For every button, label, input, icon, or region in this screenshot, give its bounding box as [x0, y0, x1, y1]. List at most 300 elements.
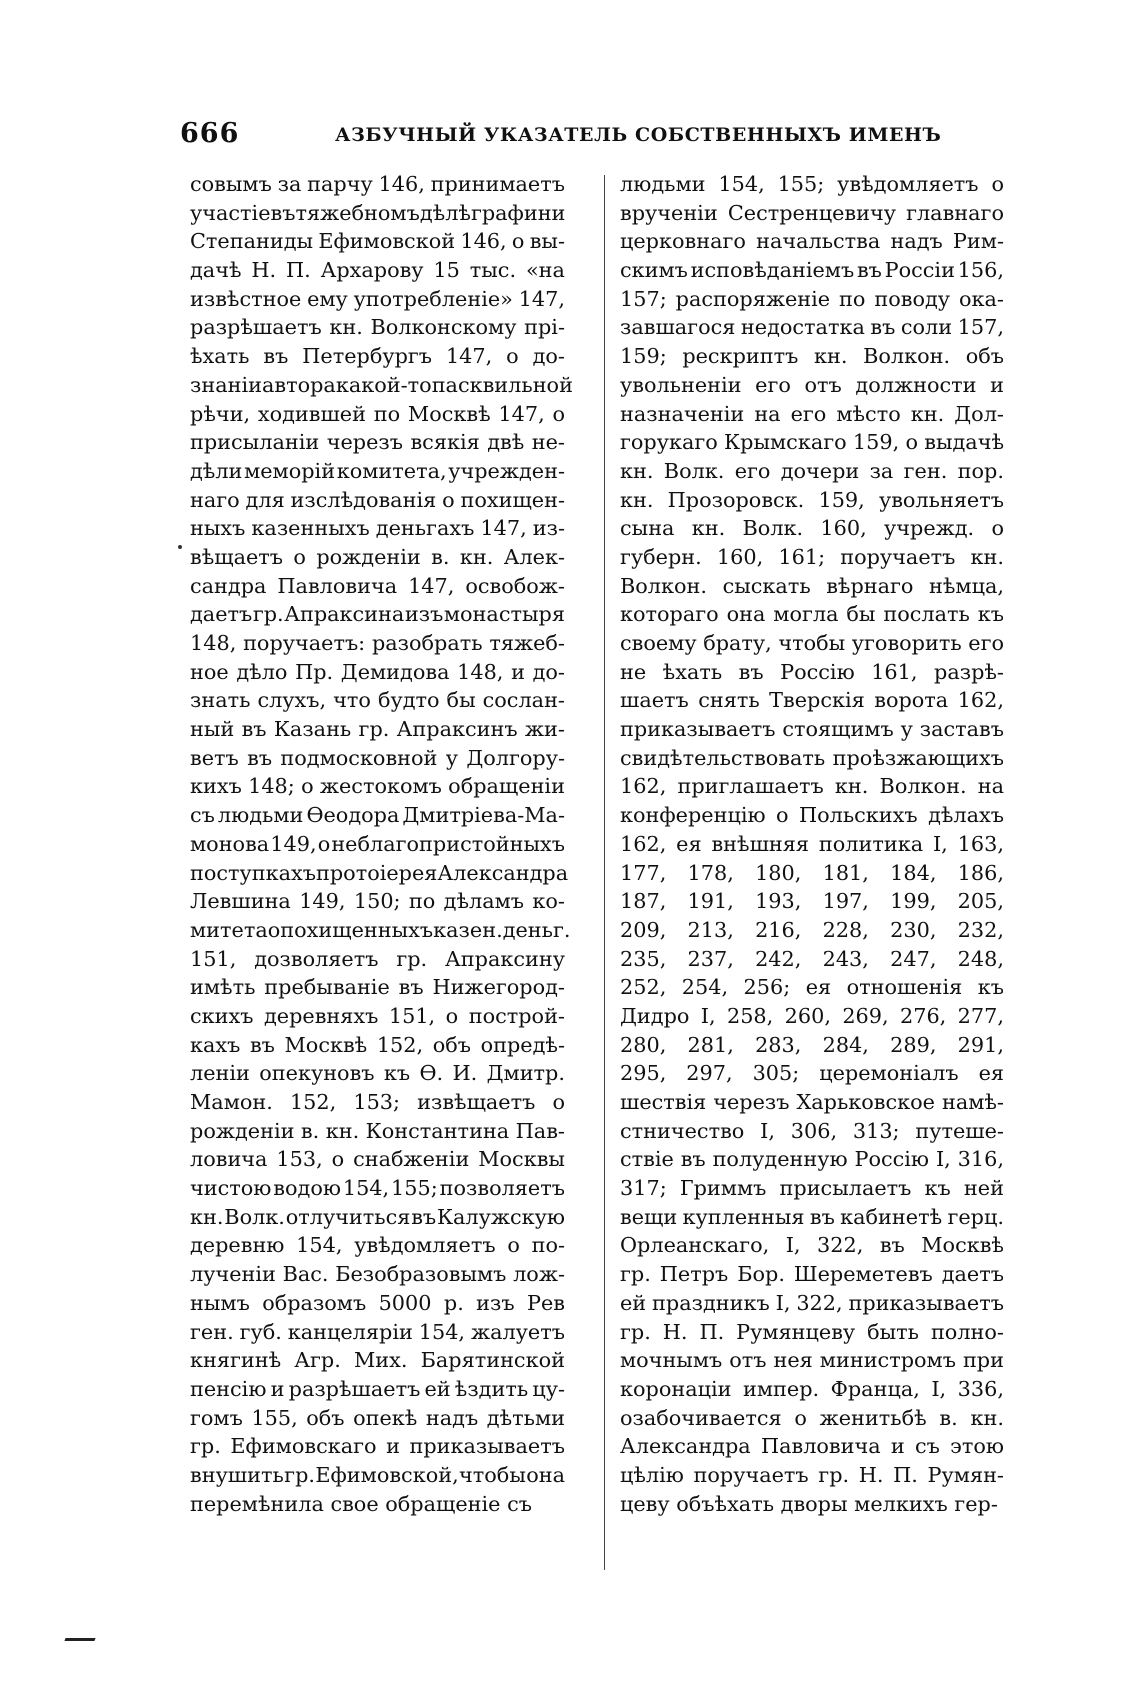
word: коронаціи: [620, 1376, 732, 1401]
word: 313;: [852, 1118, 900, 1143]
text-line: [190, 1404, 565, 1433]
word: деревню: [190, 1233, 285, 1258]
text-line: [190, 285, 565, 314]
word: о: [794, 1405, 807, 1430]
word: 161;: [778, 544, 826, 569]
word: Румянцеву: [736, 1319, 856, 1344]
word: 269,: [842, 1003, 889, 1028]
text-line: [190, 600, 565, 629]
word: 297,: [686, 1061, 733, 1086]
word: Ѳ.: [419, 1061, 444, 1086]
text-line: [620, 1002, 1004, 1031]
word: ныхъ: [190, 516, 246, 541]
word: 163,: [957, 831, 1004, 856]
word: исповѣданіемъ: [690, 258, 855, 283]
text-line: [190, 1490, 565, 1519]
word: поручаетъ:: [243, 631, 366, 655]
text-line: [190, 916, 571, 945]
word: 152,: [376, 1032, 424, 1057]
word: 178,: [687, 860, 734, 885]
word: съ: [507, 1491, 532, 1516]
text-line: [190, 543, 565, 572]
word: кн.: [329, 315, 363, 340]
word: в.: [939, 1405, 958, 1430]
text-line: [620, 973, 1004, 1002]
word: Архарову: [320, 258, 424, 283]
word: по-: [531, 1233, 565, 1258]
word: 242,: [755, 946, 802, 971]
word: Гриммъ: [679, 1176, 767, 1201]
word: его: [968, 631, 1004, 655]
word: рескриптъ: [682, 344, 799, 369]
word: пенсію: [190, 1376, 267, 1401]
text-line: [190, 1432, 565, 1461]
word: ѣхать: [190, 344, 250, 369]
word: 15: [433, 258, 460, 283]
word: по: [373, 401, 401, 426]
word: 289,: [890, 1032, 937, 1057]
word: освобож-: [465, 573, 565, 598]
word: опредѣ-: [480, 1032, 565, 1057]
text-line: [620, 572, 1004, 601]
word: объ: [432, 1032, 471, 1057]
word: конференцію: [620, 803, 766, 828]
word: 148;: [248, 774, 295, 799]
word: о: [776, 803, 789, 828]
word: мѣсто: [836, 401, 901, 426]
text-line: [190, 256, 565, 285]
word: протоіерея: [316, 860, 438, 885]
page-number: 666: [180, 118, 240, 149]
word: 284,: [822, 1032, 869, 1057]
word: приказываетъ: [620, 717, 776, 742]
text-line: [620, 945, 1004, 974]
word: лож-: [513, 1262, 565, 1287]
word: она: [526, 1462, 565, 1487]
word: Ефимовской,: [315, 1462, 459, 1487]
word: недостатка: [740, 315, 865, 340]
word: будто: [377, 688, 440, 713]
word: 147,: [480, 516, 527, 541]
word: 184,: [890, 860, 937, 885]
text-line: [620, 629, 1004, 658]
word: полуденную: [712, 1147, 848, 1172]
word: поручаетъ: [693, 1462, 809, 1487]
word: этою: [950, 1434, 1004, 1459]
word: въ: [680, 1147, 706, 1172]
word: в.: [431, 544, 450, 569]
word: шествія: [620, 1090, 707, 1114]
word: въ: [411, 1204, 437, 1229]
word: 161,: [871, 659, 918, 684]
word: и: [386, 1434, 400, 1459]
word: для: [245, 487, 285, 512]
word: главнаго: [906, 200, 1004, 225]
word: Волкон.: [879, 774, 967, 799]
word: 295,: [620, 1061, 667, 1086]
word: комитета,: [336, 458, 447, 483]
word: присылаетъ: [779, 1176, 912, 1201]
word: Ѳеодора: [306, 803, 400, 828]
word: разрѣ-: [934, 659, 1004, 684]
text-line: [620, 1088, 1004, 1117]
word: путеше-: [915, 1118, 1004, 1143]
word: 281,: [687, 1032, 734, 1057]
word: гр.: [396, 946, 428, 971]
word: нымъ: [190, 1290, 250, 1315]
margin-dot: [178, 545, 182, 549]
word: изслѣдованія: [290, 487, 437, 512]
word: горукаго: [620, 430, 718, 455]
word: 186,: [957, 860, 1004, 885]
word: сослан-: [482, 688, 565, 713]
word: къ: [977, 975, 1004, 1000]
word: отъ: [729, 1348, 767, 1373]
word: бы: [446, 688, 476, 713]
text-line: [190, 1461, 565, 1490]
word: дѣлахъ: [928, 803, 1004, 828]
word: 157;: [620, 286, 667, 311]
word: 160,: [820, 516, 867, 541]
word: церковнаго: [620, 229, 746, 254]
word: обращеніи: [448, 774, 565, 799]
word: пор.: [957, 458, 1004, 483]
word: 154,: [718, 172, 765, 196]
word: чтобы: [459, 1462, 526, 1487]
word: Павловича: [277, 573, 398, 598]
text-line: [620, 285, 1004, 314]
word: Тверскія: [769, 688, 865, 713]
word: на: [754, 401, 781, 426]
text-line: [620, 486, 1004, 515]
word: рожденіи: [316, 544, 421, 569]
word: 146,: [378, 172, 425, 196]
text-line: [620, 1289, 1004, 1318]
word: кн.: [691, 516, 726, 541]
word: Барятинской: [420, 1348, 565, 1373]
text-line: [190, 1145, 565, 1174]
word: она: [726, 602, 766, 627]
word: гр.: [620, 1319, 651, 1344]
word: Н.: [251, 258, 277, 283]
word: мочнымъ: [620, 1348, 723, 1373]
text-line: [620, 1145, 1004, 1174]
word: брату,: [703, 631, 772, 655]
word: внушить: [190, 1462, 284, 1487]
text-line: [620, 1231, 1004, 1260]
text-line: [190, 945, 565, 974]
word: 162,: [620, 831, 667, 856]
word: извѣстное: [190, 286, 302, 311]
word: сына: [620, 516, 675, 541]
text-line: [190, 973, 565, 1002]
text-line: [190, 1346, 565, 1375]
word: приглашаетъ: [677, 774, 824, 799]
text-line: [620, 400, 1004, 429]
word: Мамон.: [190, 1090, 273, 1114]
text-line: [190, 887, 565, 916]
word: женитьбѣ: [819, 1405, 927, 1430]
word: Прозоровск.: [667, 487, 805, 512]
text-line: [620, 1174, 1004, 1203]
word: сыскать: [722, 573, 811, 598]
word: его: [790, 401, 827, 426]
word: 149,: [270, 831, 317, 856]
text-line: [190, 572, 565, 601]
word: завшагося: [620, 315, 736, 340]
text-line: [190, 1318, 565, 1347]
word: 305;: [752, 1061, 800, 1086]
text-line: [620, 1031, 1004, 1060]
word: съ: [915, 1434, 940, 1459]
word: чтобы: [778, 631, 846, 655]
word: «на: [525, 258, 565, 283]
word: 151,: [190, 946, 237, 971]
word: надъ: [890, 229, 943, 254]
word: 209,: [620, 917, 667, 942]
word: что: [333, 688, 371, 713]
word: 213,: [687, 917, 734, 942]
word: и: [511, 659, 525, 684]
word: ходившей: [257, 401, 366, 426]
word: озабочивается: [620, 1405, 782, 1430]
word: объ: [306, 1405, 345, 1430]
word: тыс.: [469, 258, 517, 283]
word: меморій: [244, 458, 336, 483]
word: ока-: [959, 286, 1004, 311]
word: 197,: [822, 889, 869, 914]
word: ѣздить: [454, 1376, 529, 1401]
text-line: [620, 744, 1004, 773]
word: монова: [190, 831, 270, 856]
word: деньгахъ: [375, 516, 475, 541]
left-column: [190, 170, 573, 1518]
word: Волк.: [663, 458, 725, 483]
word: 277,: [957, 1003, 1004, 1028]
word: Польскихъ: [798, 803, 918, 828]
word: 159;: [620, 344, 667, 369]
word: 154,: [296, 1233, 343, 1258]
word: Ефимовской: [318, 229, 456, 254]
word: начальства: [756, 229, 881, 254]
word: неблагопристойныхъ: [331, 831, 565, 856]
word: о: [301, 774, 314, 799]
word: кн.: [970, 1405, 1004, 1430]
word: въ: [247, 745, 273, 770]
word: автора: [261, 372, 336, 397]
word: 247,: [890, 946, 937, 971]
word: дворы: [780, 1491, 855, 1516]
word: вѣщаетъ: [190, 544, 284, 569]
word: 248,: [957, 946, 1004, 971]
word: и: [890, 1434, 905, 1459]
column-divider: [604, 175, 605, 1570]
word: о: [552, 401, 565, 426]
word: Москвѣ: [407, 401, 491, 426]
text-line: [620, 199, 1004, 228]
word: поступкахъ: [190, 860, 316, 885]
word: праздникъ: [652, 1290, 770, 1315]
word: 148,: [190, 631, 237, 655]
text-line: [620, 1059, 1004, 1088]
word: котораго: [620, 602, 719, 627]
word: Левшина: [190, 889, 291, 914]
word: Дмитр.: [486, 1061, 565, 1086]
word: обращеніе: [385, 1491, 508, 1516]
word: проѣзжающихъ: [832, 745, 1004, 770]
word: похищен-: [460, 487, 565, 512]
word: деньг.: [502, 917, 571, 942]
word: дачѣ: [190, 258, 242, 283]
word: ко-: [532, 889, 565, 914]
text-line: [620, 256, 1004, 285]
word: 205,: [957, 889, 1004, 914]
word: ему: [307, 286, 348, 311]
text-line: [620, 514, 1004, 543]
word: черезъ: [326, 430, 403, 455]
word: гр.: [252, 602, 284, 627]
word: 160,: [716, 544, 764, 569]
word: Рев: [526, 1290, 565, 1315]
word: въ: [870, 315, 896, 340]
word: и: [270, 1376, 285, 1401]
word: 147,: [498, 401, 545, 426]
text-line: [620, 715, 1004, 744]
word: увѣдомляетъ: [354, 1233, 496, 1258]
word: кн.: [459, 544, 494, 569]
word: даетъ: [941, 1262, 1004, 1287]
word: отлучиться: [285, 1204, 411, 1229]
word: цѣлію: [620, 1462, 684, 1487]
word: 146,: [460, 229, 507, 254]
word: рѣчи,: [190, 401, 251, 426]
text-line: [190, 457, 565, 486]
word: Калужскую: [436, 1204, 565, 1229]
word: о: [331, 1147, 345, 1172]
word: Франца,: [830, 1376, 920, 1401]
word: 147,: [445, 344, 493, 369]
word: 193,: [755, 889, 802, 914]
word: снять: [698, 688, 760, 713]
word: кн.: [813, 344, 848, 369]
word: гр.: [190, 1434, 221, 1459]
text-line: [190, 199, 565, 228]
word: Апраксина: [284, 602, 405, 627]
word: 153;: [353, 1090, 401, 1114]
word: П.: [893, 1462, 918, 1487]
word: Харьковское: [796, 1090, 935, 1114]
word: чистою: [190, 1176, 272, 1201]
word: въ: [241, 717, 267, 742]
word: 336,: [957, 1376, 1004, 1401]
word: П.: [699, 1319, 725, 1344]
word: нѣмца,: [929, 573, 1004, 598]
word: кн.: [910, 401, 945, 426]
word: не-: [531, 430, 565, 455]
word: стоящимъ: [782, 717, 894, 742]
word: кн.: [970, 544, 1004, 569]
word: 157,: [957, 315, 1004, 340]
text-line: [190, 658, 565, 687]
word: изъ: [476, 1290, 515, 1315]
text-line: [620, 686, 1004, 715]
word: 191,: [687, 889, 734, 914]
word: Н.: [662, 1319, 688, 1344]
word: 159,: [852, 430, 900, 455]
text-line: [190, 1260, 565, 1289]
word: 258,: [726, 1003, 774, 1028]
word: у: [445, 745, 459, 770]
word: Павловича: [760, 1434, 881, 1459]
word: послать: [883, 602, 970, 627]
text-line: [620, 1117, 1004, 1146]
text-line: [620, 428, 1004, 457]
text-line: [190, 1088, 565, 1117]
word: митета: [190, 917, 268, 942]
word: цу-: [532, 1376, 565, 1401]
word: Шереметевъ: [793, 1262, 933, 1287]
word: на: [977, 774, 1004, 799]
word: Россію: [854, 1147, 930, 1172]
text-line: [190, 227, 565, 256]
word: ея: [805, 975, 832, 1000]
word: лученіи: [190, 1262, 276, 1287]
word: знать: [190, 688, 251, 713]
word: внѣшняя: [711, 831, 810, 856]
word: 260,: [784, 1003, 831, 1028]
word: Дмитріева-Ма-: [402, 803, 565, 828]
word: вѣрнаго: [826, 573, 914, 598]
word: импер.: [742, 1376, 820, 1401]
word: похищенныхъ: [280, 917, 434, 942]
word: 153,: [276, 1147, 323, 1172]
word: до-: [532, 659, 565, 684]
word: черезъ: [713, 1090, 790, 1114]
word: Александра: [620, 1434, 751, 1459]
word: Апраксину: [445, 946, 565, 971]
word: 177,: [620, 860, 667, 885]
word: гомъ: [190, 1405, 243, 1430]
text-line: [190, 1059, 565, 1088]
text-line: [190, 486, 565, 515]
word: наго: [190, 487, 240, 512]
word: I,: [932, 831, 948, 856]
text-line: [620, 1404, 1004, 1433]
word: за: [277, 172, 302, 196]
word: приказываетъ: [409, 1434, 565, 1459]
text-line: [190, 371, 573, 400]
word: назначеніи: [620, 401, 745, 426]
word: ген.: [190, 1319, 234, 1344]
word: дѣтьми: [486, 1405, 565, 1430]
word: въ: [249, 1032, 275, 1057]
word: даетъ: [190, 602, 253, 627]
word: цеву: [620, 1491, 677, 1516]
word: Дол-: [954, 401, 1004, 426]
word: сандра: [190, 573, 267, 598]
word: И.: [452, 1061, 478, 1086]
word: разобрать: [371, 631, 483, 655]
word: жестокомъ: [319, 774, 442, 799]
word: ворота: [874, 688, 949, 713]
word: Казань: [273, 717, 352, 742]
word: имѣть: [190, 975, 256, 1000]
word: кн.: [190, 1204, 224, 1229]
right-column: [620, 170, 1004, 1518]
word: I,: [785, 1233, 801, 1258]
word: отношенія: [846, 975, 963, 1000]
word: политика: [818, 831, 924, 856]
